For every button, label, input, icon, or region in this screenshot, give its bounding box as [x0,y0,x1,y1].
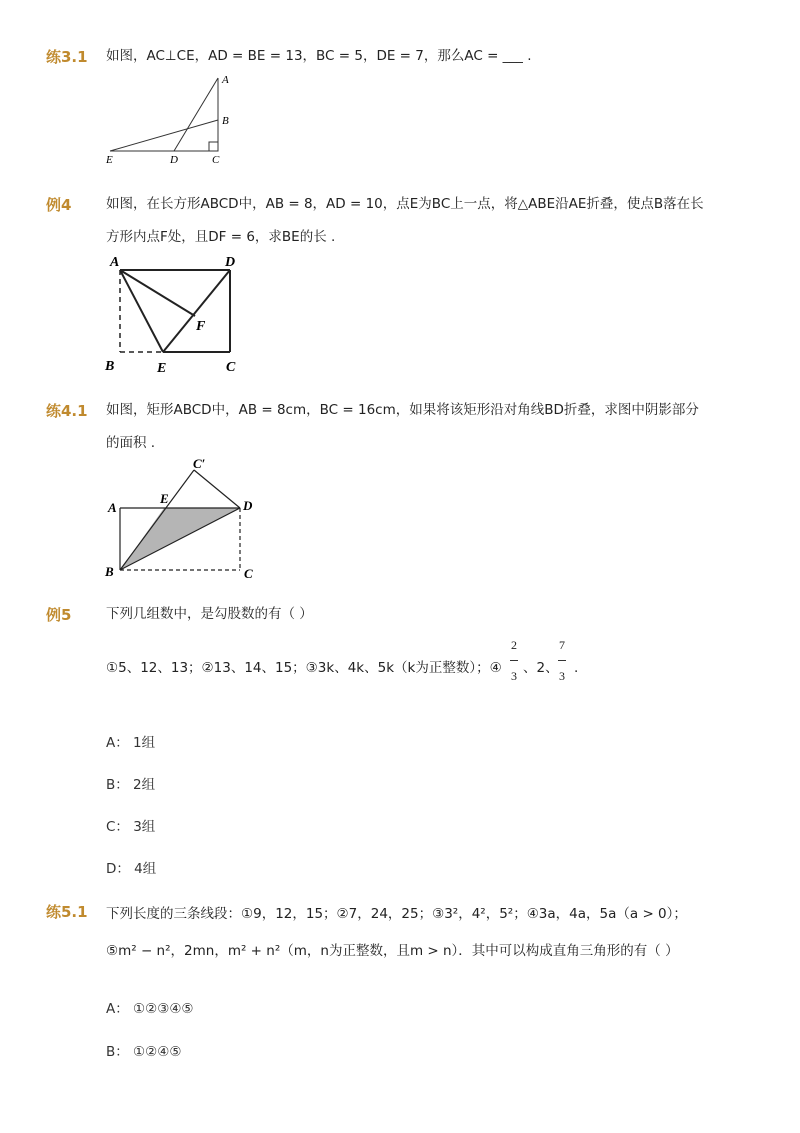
option-b[interactable]: B： ①②④⑤ [106,1044,182,1060]
option-a[interactable]: A： 1组 [106,735,156,751]
label-B: B [222,115,229,127]
label-B: B [105,359,115,374]
figure-example-4 [100,250,250,380]
problem-text-line1: 如图，在长方形ABCD中，AB = 8，AD = 10，点E为BC上一点，将△ABE沿AE折叠，使点B落在长 [106,196,704,212]
problem-text-line1: 如图，矩形ABCD中，AB = 8cm，BC = 16cm，如果将该矩形沿对角线BD折叠，求图中阴影部分 [106,402,699,418]
fraction-numerator: 7 [559,638,565,652]
problem-tag: 练3.1 [46,48,88,66]
items-mid: 、2、 [523,660,559,676]
problem-question: 下列几组数中，是勾股数的有（ ） [106,606,313,622]
label-A: A [110,255,120,270]
label-F: F [196,319,206,334]
fraction-denominator: 3 [511,669,517,683]
problem-text-line2: 的面积 . [106,435,156,451]
label-E: E [160,491,169,506]
fraction-denominator: 3 [559,669,565,683]
figure-3-1 [100,70,240,170]
label-A: A [222,74,229,86]
label-C: C [226,360,236,375]
label-C-prime: C′ [193,456,206,471]
problem-tag: 例5 [46,606,72,624]
problem-tag: 练4.1 [46,402,88,420]
problem-text-line2: ⑤m² − n²，2mn，m² + n²（m，n为正整数，且m > n）．其中可以构成直角三角形的有（ ） [106,943,679,959]
fraction-2-3 [510,638,518,683]
problem-text: 如图，AC⊥CE，AD = BE = 13，BC = 5，DE = 7，那么AC = ___ . [106,48,532,64]
option-a[interactable]: A： ①②③④⑤ [106,1001,194,1017]
figure-4-1 [100,452,270,584]
problem-tag: 例4 [46,196,72,214]
label-D: D [225,255,236,270]
fraction-numerator: 2 [511,638,517,652]
label-D: D [170,154,178,166]
label-C: C [212,154,220,166]
items-end: . [574,660,579,676]
option-c[interactable]: C： 3组 [106,819,156,835]
problem-text-line1: 下列长度的三条线段：①9，12，15；②7，24，25；③3²，4²，5²；④3a，4a，5a（a > 0）； [106,906,687,922]
problem-tag: 练5.1 [46,903,88,921]
items-text: ①5、12、13；②13、14、15；③3k、4k、5k（k为正整数）；④ [106,660,502,676]
fraction-7-3 [558,638,566,683]
option-d[interactable]: D： 4组 [106,861,157,877]
label-A: A [108,500,117,515]
problem-text-line2: 方形内点F处，且DF = 6，求BE的长 . [106,229,336,245]
label-E: E [106,154,113,166]
label-C: C [244,566,253,581]
label-D: D [243,498,253,513]
problem-items [106,658,502,678]
label-B: B [105,564,114,579]
option-b[interactable]: B： 2组 [106,777,156,793]
label-E: E [157,361,167,376]
